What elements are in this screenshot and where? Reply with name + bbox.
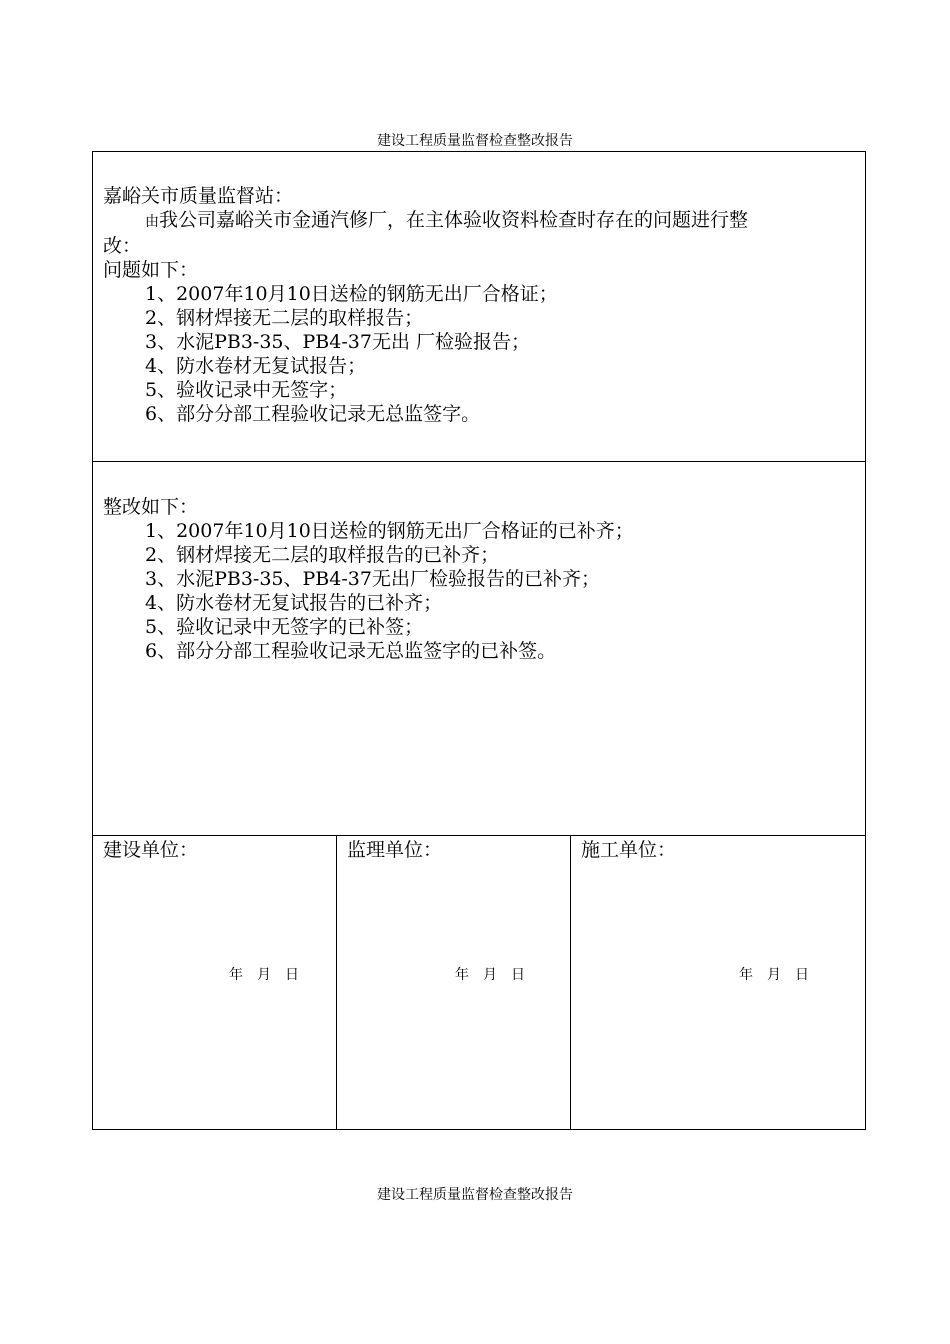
signature-date [229,964,313,984]
issue-item: 4、防水卷材无复试报告； [145,355,367,377]
issue-item: 6、部分分部工程验收记录无总监签字。 [145,403,481,425]
page-footer-title: 建设工程质量监督检查整改报告 [377,1187,573,1203]
signature-date [739,964,823,984]
date-month: 月 [483,967,497,983]
issues-section [92,151,866,462]
date-year: 年 [739,967,753,983]
date-year: 年 [455,967,469,983]
rectification-item: 2、钢材焊接无二层的取样报告的已补齐； [145,544,500,566]
rectification-section [92,461,866,836]
signature-label: 建设单位： [103,839,199,861]
date-day: 日 [285,967,299,983]
signature-contractor-unit [571,836,865,1129]
date-month: 月 [257,967,271,983]
issue-item: 2、钢材焊接无二层的取样报告； [145,307,424,329]
date-year: 年 [229,967,243,983]
rectification-heading: 整改如下： [103,496,199,518]
addressee: 嘉峪关市质量监督站： [103,185,294,207]
issues-heading: 问题如下： [103,259,199,281]
signature-construction-unit [93,836,337,1129]
signature-section [92,835,866,1130]
date-month: 月 [767,967,781,983]
issue-item: 1、2007年10月10日送检的钢筋无出厂合格证； [145,283,558,305]
signature-label: 施工单位： [581,839,677,861]
rectification-item: 1、2007年10月10日送检的钢筋无出厂合格证的已补齐； [145,520,634,542]
rectification-item: 5、验收记录中无签字的已补签； [145,616,424,638]
intro-line [103,208,857,234]
issue-item: 5、验收记录中无签字； [145,379,348,401]
rectification-item: 3、水泥PB3-35、PB4-37无出厂检验报告的已补齐； [145,568,600,590]
intro-line-continued: 改： [103,235,142,257]
date-day: 日 [795,967,809,983]
rectification-item: 4、防水卷材无复试报告的已补齐； [145,592,443,614]
intro-prefix: 由 [145,214,159,230]
page-title: 建设工程质量监督检查整改报告 [377,133,573,149]
rectification-item: 6、部分分部工程验收记录无总监签字的已补签。 [145,640,557,662]
intro-text: 我公司嘉峪关市金通汽修厂，在主体验收资料检查时存在的问题进行整 [159,209,749,231]
signature-label: 监理单位： [347,839,443,861]
issue-item: 3、水泥PB3-35、PB4-37无出 厂检验报告； [145,331,530,353]
signature-supervision-unit [337,836,571,1129]
signature-date [455,964,539,984]
date-day: 日 [511,967,525,983]
